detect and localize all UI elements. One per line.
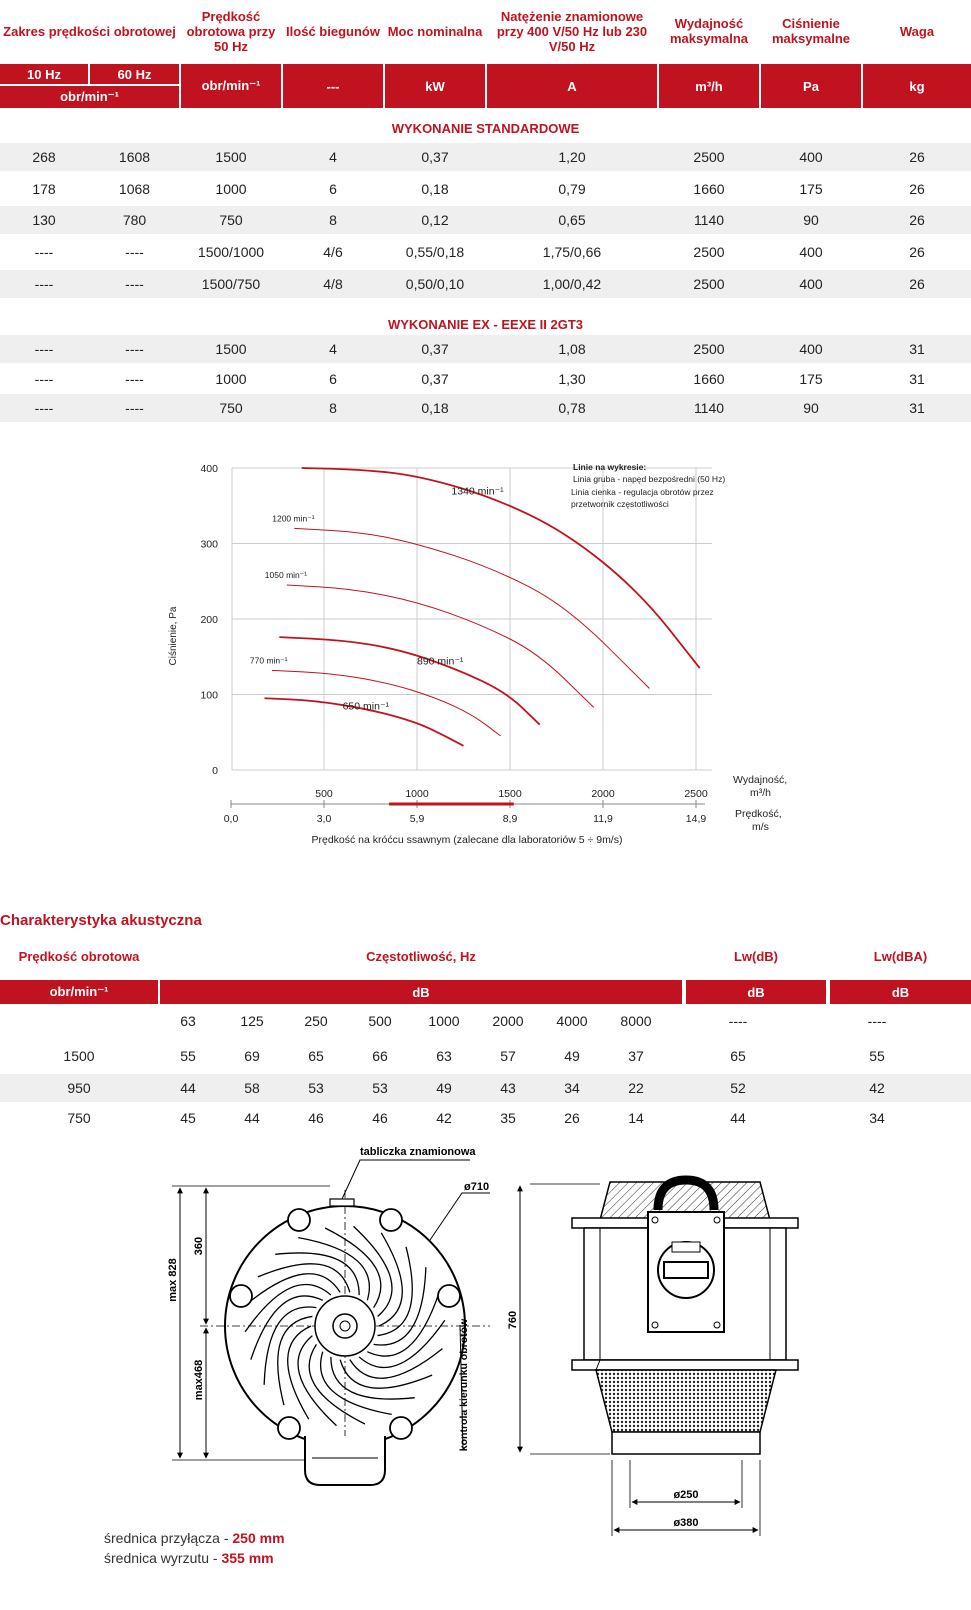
table-cell: 6 <box>329 181 337 197</box>
table-cell: 2500 <box>693 244 725 260</box>
table-cell: ---- <box>125 400 144 416</box>
freq-header-cell: ---- <box>728 1013 748 1029</box>
dim-dia250: ø250 <box>673 1489 699 1501</box>
header-power: Moc nominalna <box>387 23 483 39</box>
table-cell: 26 <box>909 276 925 292</box>
inlet-label: średnica przyłącza - <box>104 1530 233 1546</box>
y-tick-label: 100 <box>200 689 218 702</box>
header-current: Natężenie znamionowe przy 400 V/50 Hz lub 230 V/50 Hz <box>496 8 648 54</box>
dim-760: 760 <box>507 1310 519 1330</box>
table-cell: 400 <box>799 149 823 165</box>
table-cell: 268 <box>32 149 56 165</box>
table-cell: ---- <box>34 400 54 416</box>
y-tick-label: 0 <box>212 765 218 777</box>
table-cell: 90 <box>803 400 819 416</box>
motor-box <box>305 1436 385 1485</box>
legend-thin: Linia cienka - regulacja obrotów przez przetwornik częstotliwości <box>571 487 714 509</box>
table-cell: 31 <box>909 341 925 357</box>
table-cell: 26 <box>909 149 925 165</box>
header-speed-50hz: Prędkość obrotowa przy 50 Hz <box>186 8 276 54</box>
table-cell: 4 <box>329 341 337 357</box>
table-cell: 400 <box>799 276 823 292</box>
table-cell: 750 <box>219 400 243 416</box>
table-cell: ---- <box>125 276 144 292</box>
acoustic-cell: 65 <box>308 1048 324 1064</box>
acoustic-cell: 55 <box>180 1048 196 1064</box>
x-velocity-tick-label: 0,0 <box>223 813 239 825</box>
acoustic-cell: 66 <box>372 1048 388 1064</box>
table-cell: 4/8 <box>323 276 343 292</box>
rotation-label: kontrola kierunku obrotów <box>458 1318 470 1452</box>
table-cell: 1140 <box>693 212 725 228</box>
table-cell: 1,20 <box>558 149 586 165</box>
table-cell: 31 <box>909 400 925 416</box>
unit-10hz: 10 Hz <box>0 64 88 84</box>
unit-capacity: m³/h <box>659 64 759 108</box>
header-pressure: Ciśnienie maksymalne <box>771 16 851 46</box>
x-axis-bottom-label: Prędkość na króćcu ssawnym (zalecane dla laboratoriów 5 ÷ 9m/s) <box>311 834 623 846</box>
ac-header-freq: Częstotliwość, Hz <box>366 948 476 964</box>
dim-468: max468 <box>193 1359 205 1401</box>
curve-2 <box>287 585 594 707</box>
nameplate <box>330 1199 354 1206</box>
table-cell: 400 <box>799 341 823 357</box>
acoustic-cell: 950 <box>67 1080 91 1096</box>
acoustic-cell: 49 <box>564 1048 580 1064</box>
mount-hole <box>230 1285 252 1307</box>
table-cell: 26 <box>909 181 925 197</box>
mount-hole <box>438 1285 460 1307</box>
acoustic-cell: 42 <box>869 1080 885 1096</box>
inlet-diameter <box>104 1528 285 1548</box>
dia710-label: ø710 <box>464 1181 490 1193</box>
table-cell: 1500 <box>215 341 247 357</box>
unit-rpm: obr/min⁻¹ <box>181 64 281 108</box>
top-view <box>167 1146 490 1485</box>
outlet-value: 355 mm <box>221 1550 274 1566</box>
legend-thick: Linia gruba - napęd bezpośredni (50 Hz) <box>573 474 726 484</box>
ac-unit-lwa: dB <box>830 980 971 1004</box>
section-standard: WYKONANIE STANDARDOWE <box>391 121 580 136</box>
x-velocity-tick-label: 3,0 <box>316 813 332 825</box>
x-axis-velocity-label: Prędkość, m/s <box>735 808 782 833</box>
y-tick-label: 300 <box>200 538 218 551</box>
unit-poles: --- <box>283 64 383 108</box>
chart-legend <box>571 462 746 516</box>
x-flow-tick-label: 2000 <box>591 788 615 800</box>
curve-1 <box>294 528 649 688</box>
freq-header-cell: 8000 <box>620 1013 652 1029</box>
acoustic-cell: 43 <box>500 1080 516 1096</box>
connection-info <box>104 1528 285 1568</box>
table-cell: 0,50/0,10 <box>405 276 465 292</box>
inlet-value: 250 mm <box>232 1530 285 1546</box>
freq-header-cell: 125 <box>240 1013 264 1029</box>
header-poles: Ilość biegunów <box>286 23 380 39</box>
curve-label: 650 min⁻¹ <box>342 700 390 713</box>
table-cell: 6 <box>329 371 337 387</box>
acoustic-cell: 35 <box>500 1110 516 1126</box>
acoustic-cell: 55 <box>869 1048 885 1064</box>
table-cell: 8 <box>329 212 337 228</box>
x-velocity-tick-label: 5,9 <box>409 813 425 825</box>
table-cell: ---- <box>34 371 54 387</box>
x-flow-tick-label: 2500 <box>684 788 708 800</box>
table-cell: ---- <box>34 341 54 357</box>
y-axis-label: Ciśnienie, Pa <box>168 606 179 666</box>
table-cell: 1608 <box>118 149 151 165</box>
outlet-label: średnica wyrzutu - <box>104 1550 222 1566</box>
table-cell: 31 <box>909 371 925 387</box>
acoustic-cell: 26 <box>564 1110 580 1126</box>
curve-label: 1200 min⁻¹ <box>272 513 315 524</box>
table-cell: 1000 <box>215 181 247 197</box>
table-cell: 2500 <box>693 341 725 357</box>
acoustic-cell: 34 <box>564 1080 580 1096</box>
table-cell: 1140 <box>693 400 725 416</box>
acoustic-cell: 49 <box>436 1080 452 1096</box>
header-capacity: Wydajność maksymalna <box>669 16 749 46</box>
table-cell: 26 <box>909 212 925 228</box>
table-cell: 0,55/0,18 <box>405 244 465 260</box>
freq-header-cell: 2000 <box>492 1013 524 1029</box>
freq-header-cell: 63 <box>180 1013 196 1029</box>
acoustic-cell: 63 <box>436 1048 452 1064</box>
table-cell: 1660 <box>693 371 725 387</box>
acoustic-cell: 44 <box>180 1080 196 1096</box>
unit-pressure: Pa <box>761 64 861 108</box>
dim-360: 360 <box>193 1236 205 1256</box>
table-cell: 0,37 <box>421 341 449 357</box>
table-cell: 1500/750 <box>201 276 261 292</box>
acoustic-cell: 750 <box>67 1110 91 1126</box>
x-velocity-tick-label: 8,9 <box>502 813 518 825</box>
freq-header-cell: 1000 <box>428 1013 460 1029</box>
ac-header-lw: Lw(dB) <box>733 948 779 964</box>
freq-header-cell: 4000 <box>556 1013 588 1029</box>
dim-828: max 828 <box>167 1258 179 1302</box>
y-tick-label: 400 <box>200 463 218 475</box>
y-tick-label: 200 <box>200 614 218 626</box>
table-cell: 0,18 <box>421 400 449 416</box>
dim-dia380: ø380 <box>673 1517 699 1529</box>
table-cell: 1,30 <box>558 371 586 387</box>
unit-current: A <box>487 64 657 108</box>
table-cell: 0,37 <box>421 371 449 387</box>
header-weight: Waga <box>899 23 935 39</box>
x-flow-tick-label: 1000 <box>405 788 429 800</box>
curve-label: 1340 min⁻¹ <box>451 485 504 498</box>
curve-3 <box>279 637 539 725</box>
outlet-diameter <box>104 1548 285 1568</box>
unit-weight: kg <box>863 64 971 108</box>
intake-grille <box>596 1370 776 1432</box>
fan-curve-chart <box>0 450 971 870</box>
mount-hole <box>390 1417 412 1439</box>
table-cell: 0,79 <box>558 181 586 197</box>
table-cell: 1500/1000 <box>197 244 265 260</box>
acoustic-cell: 69 <box>244 1048 260 1064</box>
acoustic-cell: 53 <box>308 1080 324 1096</box>
section-ex: WYKONANIE EX - EEXE II 2GT3 <box>387 317 584 332</box>
ac-unit-lw: dB <box>686 980 826 1004</box>
acoustic-cell: 46 <box>308 1110 324 1126</box>
unit-60hz: 60 Hz <box>90 64 179 84</box>
nameplate-label: tabliczka znamionowa <box>360 1146 476 1158</box>
acoustic-cell: 37 <box>628 1048 644 1064</box>
acoustic-title: Charakterystyka akustyczna <box>0 912 202 929</box>
table-cell: 0,78 <box>558 400 586 416</box>
acoustic-cell: 46 <box>372 1110 388 1126</box>
table-cell: 750 <box>219 212 243 228</box>
table-cell: ---- <box>125 341 144 357</box>
acoustic-cell: 52 <box>730 1080 746 1096</box>
acoustic-cell: 1500 <box>63 1048 95 1064</box>
table-cell: 400 <box>799 244 823 260</box>
table-cell: 0,12 <box>421 212 449 228</box>
table-cell: 1500 <box>215 149 247 165</box>
unit-rpm-range: obr/min⁻¹ <box>0 86 179 108</box>
mount-hole <box>380 1209 402 1231</box>
mount-hole <box>288 1209 310 1231</box>
x-axis-flow-label: Wydajność, m³/h <box>733 774 788 799</box>
table-cell: 130 <box>32 212 56 228</box>
curve-label: 890 min⁻¹ <box>417 655 464 668</box>
acoustic-cell: 14 <box>628 1110 644 1126</box>
ac-unit-speed: obr/min⁻¹ <box>0 980 158 1004</box>
table-cell: 2500 <box>693 276 725 292</box>
freq-header-cell: 250 <box>304 1013 328 1029</box>
x-flow-tick-label: 1500 <box>498 788 522 800</box>
acoustic-cell: 65 <box>730 1048 746 1064</box>
table-cell: 780 <box>122 212 147 228</box>
table-cell: 1660 <box>693 181 725 197</box>
table-cell: 1,08 <box>558 341 586 357</box>
table-cell: 8 <box>329 400 337 416</box>
table-cell: 4/6 <box>323 244 343 260</box>
acoustic-cell: 57 <box>500 1048 516 1064</box>
table-cell: 0,18 <box>421 181 449 197</box>
x-velocity-tick-label: 14,9 <box>685 813 707 825</box>
mount-hole <box>278 1417 300 1439</box>
acoustic-cell: 42 <box>436 1110 452 1126</box>
acoustic-cell: 44 <box>730 1110 746 1126</box>
table-cell: 175 <box>799 181 823 197</box>
table-cell: 26 <box>909 244 925 260</box>
acoustic-cell: 44 <box>244 1110 260 1126</box>
ac-header-lwa: Lw(dBA) <box>873 948 928 964</box>
table-cell: 1,75/0,66 <box>542 244 602 260</box>
table-cell: ---- <box>34 244 54 260</box>
table-cell: ---- <box>34 276 54 292</box>
table-cell: 0,65 <box>558 212 586 228</box>
table-cell: 2500 <box>693 149 725 165</box>
x-flow-tick-label: 500 <box>315 788 333 800</box>
unit-power: kW <box>385 64 485 108</box>
freq-header-cell: 500 <box>368 1013 392 1029</box>
acoustic-cell: 22 <box>628 1080 644 1096</box>
acoustic-cell: 45 <box>180 1110 196 1126</box>
table-cell: 4 <box>329 149 337 165</box>
header-speed-range: Zakres prędkości obrotowej <box>3 23 176 39</box>
x-velocity-tick-label: 11,9 <box>593 813 613 825</box>
curve-label: 1050 min⁻¹ <box>264 570 308 581</box>
freq-header-cell: ---- <box>867 1013 887 1029</box>
table-cell: 178 <box>32 181 56 197</box>
acoustic-cell: 34 <box>869 1110 885 1126</box>
ac-unit-freq: dB <box>160 980 682 1004</box>
table-cell: 1068 <box>118 181 151 197</box>
curve-label: 770 min⁻¹ <box>249 655 288 666</box>
legend-title: Linie na wykresie: <box>573 462 647 472</box>
table-cell: 1000 <box>215 371 247 387</box>
table-cell: ---- <box>125 371 144 387</box>
table-cell: 0,37 <box>421 149 449 165</box>
table-cell: 90 <box>803 212 819 228</box>
table-cell: 1,00/0,42 <box>542 276 602 292</box>
acoustic-cell: 53 <box>372 1080 388 1096</box>
acoustic-cell: 58 <box>244 1080 260 1096</box>
table-cell: 175 <box>799 371 823 387</box>
table-cell: ---- <box>125 244 144 260</box>
side-view <box>507 1180 798 1536</box>
ac-header-speed: Prędkość obrotowa <box>18 948 140 964</box>
